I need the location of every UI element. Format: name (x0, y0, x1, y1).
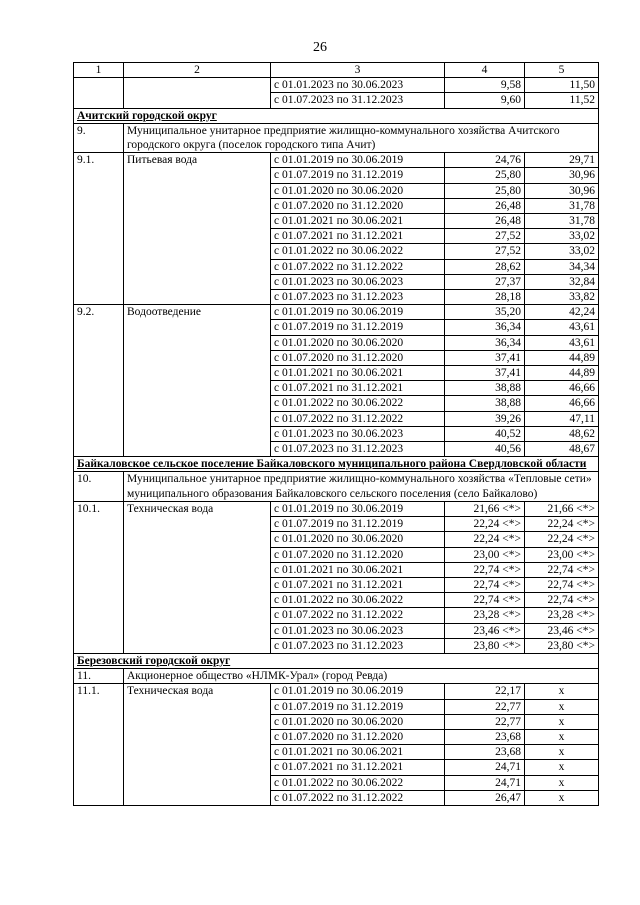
period-cell: с 01.07.2023 по 31.12.2023 (271, 290, 445, 305)
tariff-value-cell: 23,68 (445, 729, 525, 744)
tariff-vat-value-cell: 23,46 <*> (525, 623, 599, 638)
organization-row (74, 669, 599, 684)
period-cell: с 01.07.2020 по 31.12.2020 (271, 198, 445, 213)
organization-name: Муниципальное унитарное предприятие жилищно-коммунального хозяйства Ачитского городского округа (поселок городского типа Ачит) (124, 123, 599, 152)
tariff-table-body (74, 63, 599, 806)
table-row (74, 501, 599, 516)
tariff-value-cell: 23,80 <*> (445, 638, 525, 653)
period-cell: с 01.01.2023 по 30.06.2023 (271, 274, 445, 289)
tariff-vat-value-cell: 33,02 (525, 244, 599, 259)
organization-number: 11. (74, 669, 124, 684)
organization-name: Акционерное общество «НЛМК-Урал» (город Ревда) (124, 669, 599, 684)
tariff-vat-value-cell: 48,62 (525, 426, 599, 441)
period-cell: с 01.01.2022 по 30.06.2022 (271, 244, 445, 259)
tariff-vat-value-cell: 22,24 <*> (525, 517, 599, 532)
page-number: 26 (313, 40, 327, 55)
tariff-value-cell: 23,28 <*> (445, 608, 525, 623)
period-cell: с 01.07.2022 по 31.12.2022 (271, 259, 445, 274)
tariff-value-cell: 22,74 <*> (445, 577, 525, 592)
organization-number: 9. (74, 123, 124, 152)
period-cell: с 01.07.2020 по 31.12.2020 (271, 350, 445, 365)
period-cell: с 01.07.2023 по 31.12.2023 (271, 442, 445, 457)
tariff-value-cell: 38,88 (445, 381, 525, 396)
tariff-value-cell: 38,88 (445, 396, 525, 411)
period-cell: с 01.01.2021 по 30.06.2021 (271, 562, 445, 577)
tariff-vat-value-cell: 22,24 <*> (525, 532, 599, 547)
tariff-value-cell: 23,46 <*> (445, 623, 525, 638)
period-cell: с 01.07.2019 по 31.12.2019 (271, 320, 445, 335)
service-name: Техническая вода (124, 684, 271, 806)
period-cell: с 01.07.2021 по 31.12.2021 (271, 229, 445, 244)
tariff-vat-value-cell: 22,74 <*> (525, 593, 599, 608)
period-cell: с 01.01.2020 по 30.06.2020 (271, 183, 445, 198)
tariff-vat-value-cell: 21,66 <*> (525, 501, 599, 516)
period-cell: с 01.01.2019 по 30.06.2019 (271, 684, 445, 699)
tariff-vat-value-cell: 44,89 (525, 350, 599, 365)
period-cell: с 01.01.2020 по 30.06.2020 (271, 532, 445, 547)
column-header-4: 4 (445, 63, 525, 78)
period-cell: с 01.01.2019 по 30.06.2019 (271, 305, 445, 320)
tariff-value-cell: 22,24 <*> (445, 517, 525, 532)
period-cell: с 01.07.2020 по 31.12.2020 (271, 547, 445, 562)
tariff-vat-value-cell: 33,02 (525, 229, 599, 244)
tariff-vat-value-cell: 22,74 <*> (525, 562, 599, 577)
tariff-value-cell: 22,17 (445, 684, 525, 699)
period-cell: с 01.01.2019 по 30.06.2019 (271, 501, 445, 516)
period-cell: с 01.07.2020 по 31.12.2020 (271, 729, 445, 744)
tariff-value-cell: 28,18 (445, 290, 525, 305)
tariff-value-cell: 22,24 <*> (445, 532, 525, 547)
organization-number: 10. (74, 472, 124, 501)
column-header-2: 2 (124, 63, 271, 78)
tariff-vat-value-cell: 22,74 <*> (525, 577, 599, 592)
tariff-value-cell: 9,60 (445, 93, 525, 108)
service-name: Техническая вода (124, 501, 271, 653)
tariff-vat-value-cell: 11,50 (525, 78, 599, 93)
tariff-vat-value-cell: 34,34 (525, 259, 599, 274)
tariff-value-cell: 23,00 <*> (445, 547, 525, 562)
section-title: Ачитский городской округ (74, 108, 599, 123)
tariff-value-cell: 27,52 (445, 244, 525, 259)
period-cell: с 01.07.2022 по 31.12.2022 (271, 790, 445, 805)
period-cell: с 01.01.2021 по 30.06.2021 (271, 214, 445, 229)
tariff-value-cell: 9,58 (445, 78, 525, 93)
service-number: 9.2. (74, 305, 124, 457)
tariff-value-cell: 35,20 (445, 305, 525, 320)
period-cell: с 01.01.2021 по 30.06.2021 (271, 366, 445, 381)
column-header-3: 3 (271, 63, 445, 78)
tariff-vat-value-cell: х (525, 790, 599, 805)
organization-name: Муниципальное унитарное предприятие жилищно-коммунального хозяйства «Тепловые сети» муниципального образования Байкаловского сельского поселения (село Байкалово) (124, 472, 599, 501)
period-cell: с 01.01.2022 по 30.06.2022 (271, 593, 445, 608)
tariff-vat-value-cell: 30,96 (525, 168, 599, 183)
period-cell: с 01.01.2021 по 30.06.2021 (271, 745, 445, 760)
tariff-value-cell: 22,74 <*> (445, 593, 525, 608)
period-cell: с 01.01.2023 по 30.06.2023 (271, 78, 445, 93)
period-cell: с 01.07.2021 по 31.12.2021 (271, 577, 445, 592)
tariff-vat-value-cell: 33,82 (525, 290, 599, 305)
period-cell: с 01.01.2019 по 30.06.2019 (271, 153, 445, 168)
tariff-value-cell: 24,76 (445, 153, 525, 168)
tariff-value-cell: 26,47 (445, 790, 525, 805)
column-header-1: 1 (74, 63, 124, 78)
tariff-value-cell: 26,48 (445, 198, 525, 213)
tariff-vat-value-cell: х (525, 760, 599, 775)
period-cell: с 01.07.2021 по 31.12.2021 (271, 381, 445, 396)
tariff-value-cell: 40,56 (445, 442, 525, 457)
tariff-value-cell: 24,71 (445, 775, 525, 790)
tariff-vat-value-cell: 43,61 (525, 320, 599, 335)
tariff-value-cell: 27,37 (445, 274, 525, 289)
organization-row (74, 472, 599, 501)
period-cell: с 01.07.2021 по 31.12.2021 (271, 760, 445, 775)
period-cell: с 01.01.2023 по 30.06.2023 (271, 426, 445, 441)
column-header-row (74, 63, 599, 78)
tariff-vat-value-cell: 42,24 (525, 305, 599, 320)
service-number: 9.1. (74, 153, 124, 305)
organization-row (74, 123, 599, 152)
tariff-value-cell: 23,68 (445, 745, 525, 760)
tariff-vat-value-cell: 11,52 (525, 93, 599, 108)
period-cell: с 01.07.2019 по 31.12.2019 (271, 517, 445, 532)
tariff-vat-value-cell: 46,66 (525, 396, 599, 411)
service-number: 10.1. (74, 501, 124, 653)
period-cell: с 01.07.2023 по 31.12.2023 (271, 638, 445, 653)
tariff-vat-value-cell: х (525, 684, 599, 699)
tariff-value-cell: 22,77 (445, 714, 525, 729)
tariff-value-cell: 22,74 <*> (445, 562, 525, 577)
tariff-value-cell: 26,48 (445, 214, 525, 229)
tariff-vat-value-cell: 44,89 (525, 366, 599, 381)
column-header-5: 5 (525, 63, 599, 78)
tariff-value-cell: 36,34 (445, 335, 525, 350)
service-number: 11.1. (74, 684, 124, 806)
tariff-value-cell: 36,34 (445, 320, 525, 335)
tariff-value-cell: 28,62 (445, 259, 525, 274)
section-row (74, 108, 599, 123)
period-cell: с 01.07.2019 по 31.12.2019 (271, 168, 445, 183)
tariff-value-cell: 22,77 (445, 699, 525, 714)
tariff-value-cell: 25,80 (445, 168, 525, 183)
tariff-vat-value-cell: х (525, 714, 599, 729)
period-cell: с 01.01.2022 по 30.06.2022 (271, 775, 445, 790)
service-name: Водоотведение (124, 305, 271, 457)
tariff-vat-value-cell: 48,67 (525, 442, 599, 457)
tariff-value-cell: 27,52 (445, 229, 525, 244)
period-cell: с 01.07.2022 по 31.12.2022 (271, 608, 445, 623)
tariff-vat-value-cell: 46,66 (525, 381, 599, 396)
tariff-vat-value-cell: 43,61 (525, 335, 599, 350)
period-cell: с 01.07.2019 по 31.12.2019 (271, 699, 445, 714)
table-row (74, 78, 599, 93)
period-cell: с 01.01.2022 по 30.06.2022 (271, 396, 445, 411)
tariff-vat-value-cell: 32,84 (525, 274, 599, 289)
tariff-value-cell: 40,52 (445, 426, 525, 441)
tariff-vat-value-cell: х (525, 699, 599, 714)
tariff-vat-value-cell: х (525, 729, 599, 744)
tariff-value-cell: 24,71 (445, 760, 525, 775)
item-number-cell (74, 78, 124, 108)
period-cell: с 01.01.2020 по 30.06.2020 (271, 714, 445, 729)
tariff-vat-value-cell: 47,11 (525, 411, 599, 426)
tariff-vat-value-cell: х (525, 745, 599, 760)
tariff-value-cell: 25,80 (445, 183, 525, 198)
period-cell: с 01.07.2022 по 31.12.2022 (271, 411, 445, 426)
section-row (74, 457, 599, 472)
section-title: Байкаловское сельское поселение Байкаловского муниципального района Свердловской области (74, 457, 599, 472)
tariff-table (73, 62, 599, 806)
tariff-vat-value-cell: х (525, 775, 599, 790)
tariff-value-cell: 37,41 (445, 366, 525, 381)
section-row (74, 653, 599, 668)
service-name: Питьевая вода (124, 153, 271, 305)
tariff-vat-value-cell: 29,71 (525, 153, 599, 168)
tariff-vat-value-cell: 23,28 <*> (525, 608, 599, 623)
tariff-vat-value-cell: 23,00 <*> (525, 547, 599, 562)
tariff-vat-value-cell: 23,80 <*> (525, 638, 599, 653)
period-cell: с 01.07.2023 по 31.12.2023 (271, 93, 445, 108)
tariff-value-cell: 39,26 (445, 411, 525, 426)
section-title: Березовский городской округ (74, 653, 599, 668)
table-row (74, 305, 599, 320)
tariff-vat-value-cell: 30,96 (525, 183, 599, 198)
tariff-vat-value-cell: 31,78 (525, 214, 599, 229)
period-cell: с 01.01.2023 по 30.06.2023 (271, 623, 445, 638)
tariff-value-cell: 21,66 <*> (445, 501, 525, 516)
service-name-cell (124, 78, 271, 108)
period-cell: с 01.01.2020 по 30.06.2020 (271, 335, 445, 350)
table-row (74, 684, 599, 699)
tariff-vat-value-cell: 31,78 (525, 198, 599, 213)
table-row (74, 153, 599, 168)
tariff-value-cell: 37,41 (445, 350, 525, 365)
